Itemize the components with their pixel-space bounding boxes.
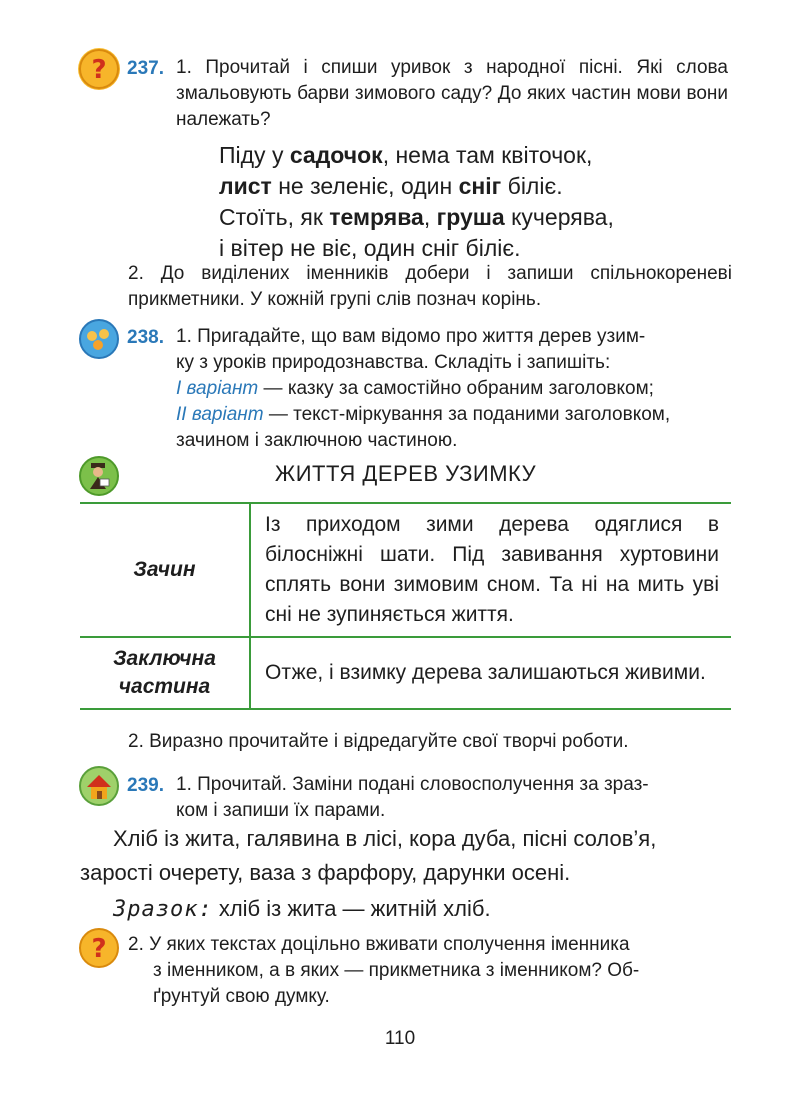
poem: [219, 140, 699, 264]
poem-line: лист не зеленіє, один сніг біліє.: [219, 173, 563, 199]
poem-line: і вітер не віє, один сніг біліє.: [219, 235, 521, 261]
table-row: [80, 637, 731, 709]
svg-text:?: ?: [91, 934, 107, 964]
question-icon: [78, 48, 120, 90]
svg-text:?: ?: [91, 55, 107, 85]
poem-line: Стоїть, як темрява, груша кучерява,: [219, 204, 614, 230]
table-row: [80, 503, 731, 637]
story-structure-table: [80, 502, 731, 710]
exercise-number: 237.: [127, 58, 164, 79]
exercise-number: 239.: [127, 775, 164, 796]
poem-line: Піду у садочок, нема там квіточок,: [219, 142, 593, 168]
highlighted-noun: сніг: [458, 173, 502, 199]
exercise-number: 238.: [127, 327, 164, 348]
sample-label: Зразок:: [113, 897, 213, 922]
ending-text: Отже, і взимку дерева залишаються живими.: [250, 637, 731, 709]
group-work-icon: [78, 318, 120, 360]
exercise-238-task-1: 1. Пригадайте, що вам відомо про життя дерев узим- ку з уроків природознавства. Складіть і запишіть: І варіант — казку за самостійно обраним заголовком; ІІ варіант — текст-міркування за поданими заголовком, зачином і заключною частиною.: [176, 326, 671, 451]
exercise-238-task-2: 2. Виразно прочитайте і відредагуйте свої творчі роботи.: [128, 731, 629, 752]
page-number: 110: [384, 1028, 416, 1049]
highlighted-noun: садочок: [289, 142, 383, 168]
variant-1-label: І варіант: [176, 378, 259, 399]
intro-label: Зачин: [80, 503, 250, 637]
variant-2-label: ІІ варіант: [176, 404, 264, 425]
table-title: ЖИТТЯ ДЕРЕВ УЗИМКУ: [274, 461, 537, 486]
ending-label: Заключна частина: [80, 637, 250, 709]
highlighted-noun: лист: [219, 173, 272, 199]
exercise-237-task-2: 2. До виділених іменників добери і запиши спільнокореневі прикметники. У кожній групі слів познач корінь.: [128, 263, 732, 310]
intro-text: Із приходом зими дерева одяглися в білосніжні шати. Під завивання хуртовини сплять вони зимовим сном. Та ні на мить уві сні не зупиняється життя.: [250, 503, 731, 637]
sample: Зразок: хліб із жита — житній хліб.: [113, 896, 491, 922]
exercise-239-task-2: 2. У яких текстах доцільно вживати сполучення іменника з іменником, а в яких — прикметника з іменником? Об- ґрунтуй свою думку.: [128, 934, 640, 1007]
question-icon: [78, 927, 120, 969]
highlighted-noun: груша: [436, 204, 505, 230]
phrases-list: Хліб із жита, галявина в лісі, кора дуба, пісні солов’я, зарості очерету, ваза з фарфору, дарунки осені.: [80, 826, 657, 885]
exercise-237-task-1: 1. Прочитай і спиши уривок з народної пісні. Які слова змальовують барви зимового саду? До яких частин мови вони належать?: [176, 57, 728, 130]
highlighted-noun: темрява: [329, 204, 424, 230]
house-icon: [78, 765, 120, 807]
exercise-239-task-1: 1. Прочитай. Заміни подані словосполучення за зраз- ком і запиши їх парами.: [176, 774, 649, 821]
